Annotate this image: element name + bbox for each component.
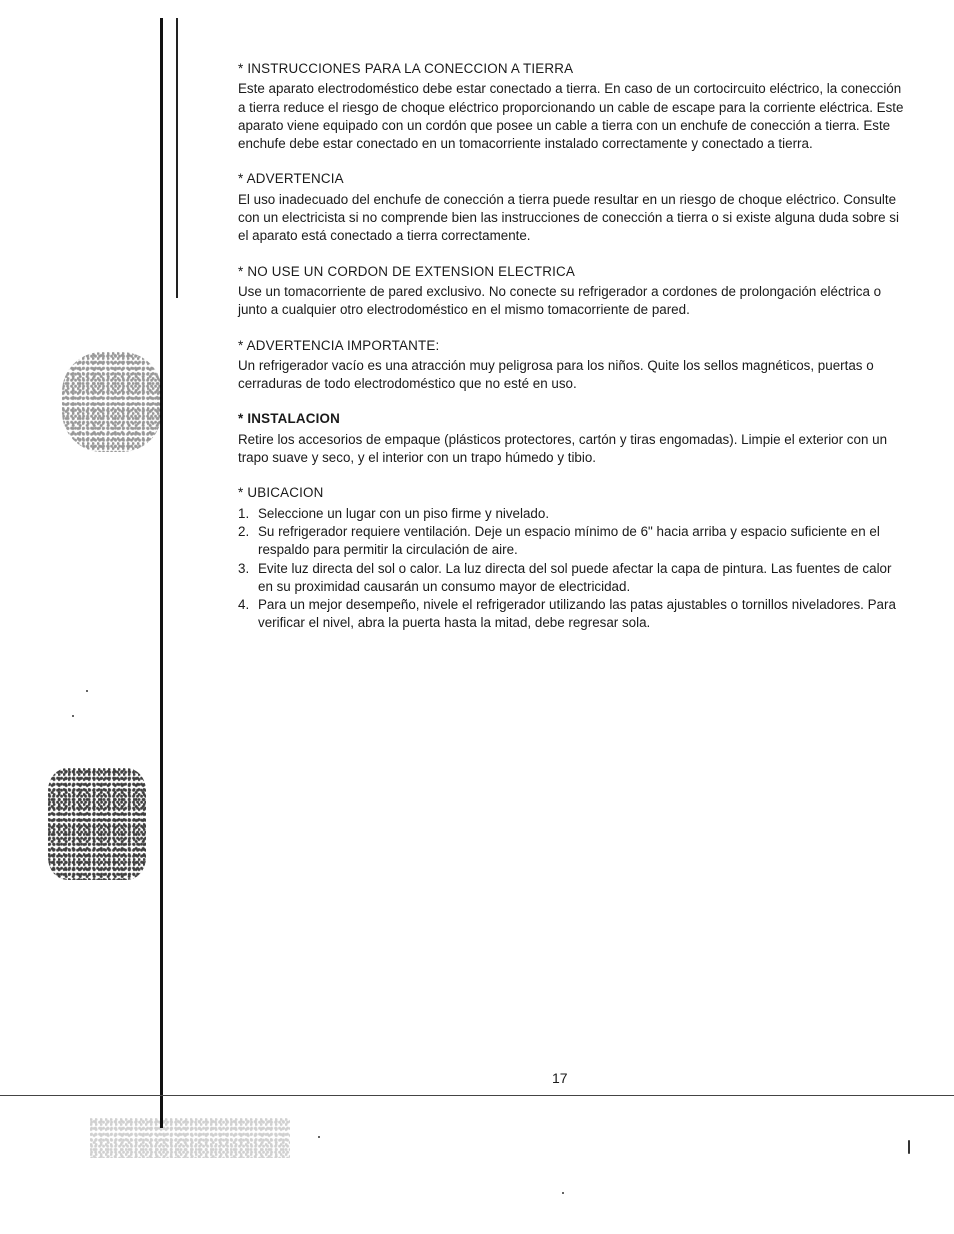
scan-dot — [86, 690, 88, 692]
list-item — [238, 560, 908, 597]
section-heading: * NO USE UN CORDON DE EXTENSION ELECTRICA — [238, 263, 576, 279]
list-item-text: Para un mejor desempeño, nivele el refrigerador utilizando las patas ajustables o tornillos niveladores. Para verificar el nivel, abra la puerta hasta la mitad, debe regresar sola. — [258, 597, 896, 631]
section-instalacion — [238, 410, 908, 467]
section-advertencia — [238, 170, 908, 245]
page-number: 17 — [552, 1070, 568, 1086]
scan-dot — [318, 1136, 320, 1138]
section-heading: * ADVERTENCIA IMPORTANTE: — [238, 337, 440, 353]
section-advertencia-importante — [238, 337, 908, 394]
list-item-text: Seleccione un lugar con un piso firme y nivelado. — [258, 505, 550, 521]
list-item-text: Su refrigerador requiere ventilación. Deje un espacio mínimo de 6" hacia arriba y espacio suficiente en el respaldo para permitir la circulación de aire. — [258, 523, 880, 558]
section-heading: * INSTRUCCIONES PARA LA CONECCION A TIERRA — [238, 61, 574, 76]
list-item — [238, 505, 908, 523]
section-paragraph: El uso inadecuado del enchufe de conección a tierra puede resultar en un riesgo de choque eléctrico. Consulte con un electricista si no comprende bien las instrucciones de conección a tierra o si existe alguna duda sobre si el aparato está conectado a tierra correctamente. — [238, 191, 899, 244]
section-paragraph: Este aparato electrodoméstico debe estar conectado a tierra. En caso de un cortocircuito eléctrico, la conección a tierra reduce el riesgo de choque eléctrico proporcionando un cable de escape para la corriente eléctrica. Este aparato viene equipado con un cordón que posee un cable a tierra con un enchufe de conección a tierra. Este enchufe debe estar conectado en un tomacorriente instalado correctamente y conectado a tierra. — [238, 81, 904, 152]
list-item-number: 2. — [238, 523, 250, 539]
section-heading: * ADVERTENCIA — [238, 171, 344, 187]
ubicacion-list — [238, 505, 908, 633]
list-item-number: 4. — [238, 597, 250, 613]
section-paragraph: Un refrigerador vacío es una atracción muy peligrosa para los niños. Quite los sellos magnéticos, puertas o cerraduras de todo electrodoméstico que no esté en uso. — [238, 357, 874, 392]
section-paragraph: Use un tomacorriente de pared exclusivo. No conecte su refrigerador a cordones de prolongación eléctrica o junto a cualquier otro electrodoméstico en el mismo tomacorriente de pared. — [238, 283, 882, 318]
section-conexion-tierra — [238, 60, 908, 153]
scan-speckle-bottom — [48, 768, 146, 880]
scan-speckle-footer — [90, 1118, 290, 1158]
list-item-number: 1. — [238, 505, 250, 521]
footer-rule — [0, 1095, 954, 1096]
list-item-text: Evite luz directa del sol o calor. La luz directa del sol puede afectar la capa de pintura. Las fuentes de calor en su proximidad causarán un consumo mayor de electricidad. — [258, 560, 892, 594]
scan-dot — [908, 1140, 910, 1154]
section-heading: * INSTALACION — [238, 411, 341, 427]
section-no-extension — [238, 263, 908, 320]
list-item-number: 3. — [238, 560, 250, 576]
list-item — [238, 596, 908, 633]
scan-dot — [72, 715, 74, 717]
scan-dot — [562, 1192, 564, 1194]
binding-line-thin — [176, 18, 178, 298]
section-heading: * UBICACION — [238, 485, 324, 501]
list-item — [238, 523, 908, 560]
section-ubicacion — [238, 484, 908, 632]
document-body — [238, 60, 908, 650]
scan-speckle-top — [62, 352, 162, 452]
binding-line — [160, 18, 163, 1128]
section-paragraph: Retire los accesorios de empaque (plásticos protectores, cartón y tiras engomadas). Limpie el exterior con un trapo suave y seco, y el interior con un trapo húmedo y tibio. — [238, 431, 888, 466]
